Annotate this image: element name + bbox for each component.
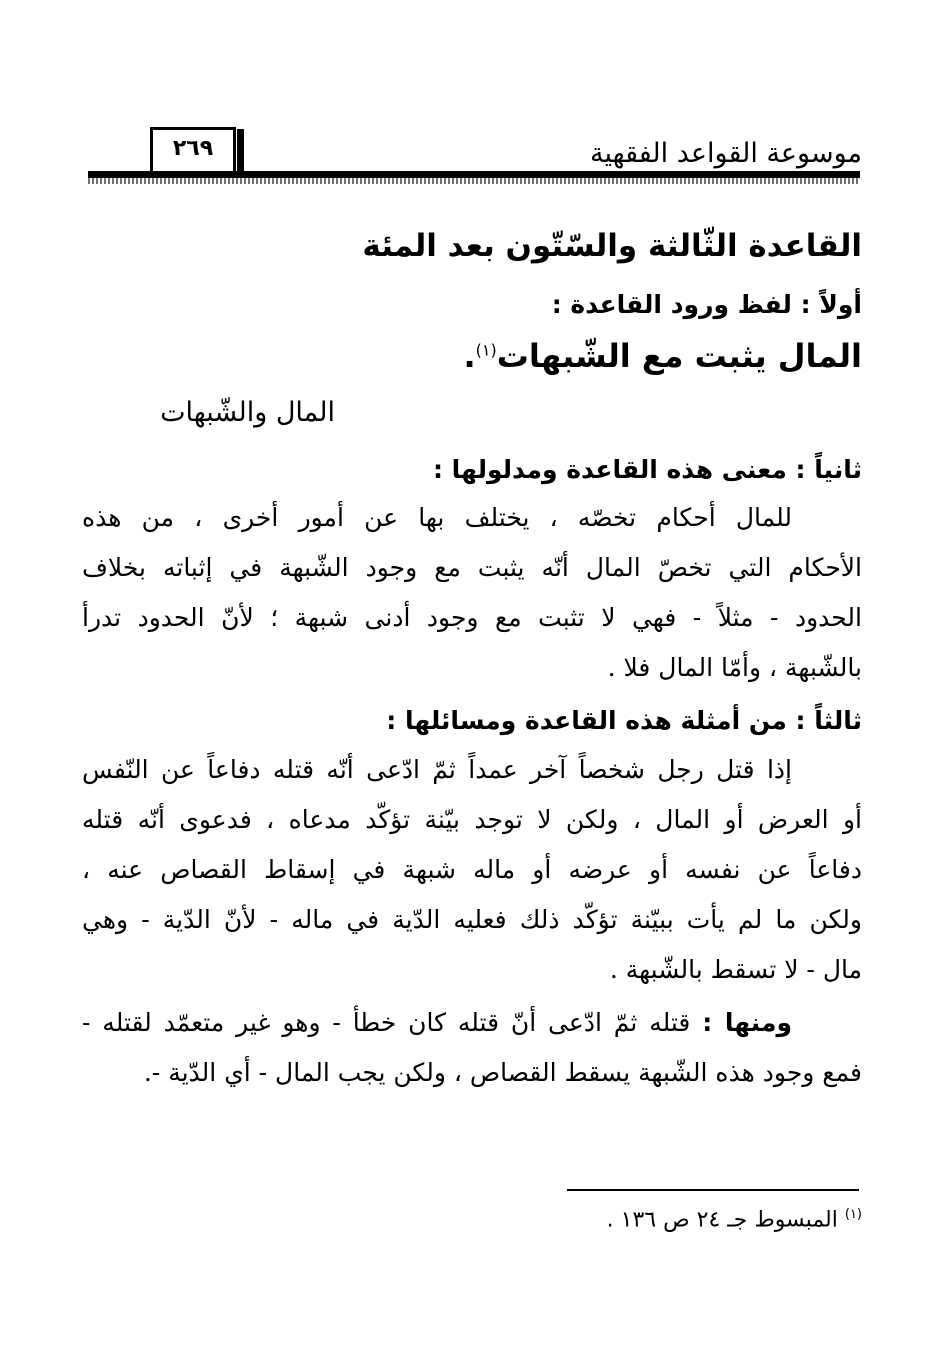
footnote	[607, 1207, 862, 1232]
paragraph-line: الحدود - مثلاً - فهي لا تثبت مع وجود أدنى شبهة ؛ لأنّ الحدود تدرأ	[82, 603, 862, 632]
footnote-marker: (١)	[844, 1207, 862, 1222]
footnote-reference[interactable]: (١)	[475, 340, 497, 360]
paragraph-line: إذا قتل رجل شخصاً آخر عمداً ثمّ ادّعى أنّه قتله دفاعاً عن النّفس	[82, 755, 792, 784]
footnote-separator	[567, 1189, 859, 1191]
paragraph-line: ولكن ما لم يأت ببيّنة تؤكّد ذلك فعليه الدّية في ماله - لأنّ الدّية - وهي	[82, 905, 862, 934]
footnote-text: المبسوط جـ ٢٤ ص ١٣٦ .	[606, 1207, 838, 1233]
page-number: ٢٦٩	[172, 136, 214, 161]
running-header-title: موسوعة القواعد الفقهية	[590, 138, 862, 169]
paragraph-line: بالشّبهة ، وأمّا المال فلا .	[607, 653, 862, 682]
rule-heading: القاعدة الثّالثة والسّتّون بعد المئة	[362, 228, 862, 264]
page-number-box-shadow	[237, 129, 244, 175]
section-2-title: ثانياً : معنى هذه القاعدة ومدلولها :	[432, 455, 862, 484]
rule-statement-end: .	[463, 337, 476, 375]
paragraph-line-example-2	[82, 1008, 862, 1037]
paragraph-line: للمال أحكام تخصّه ، يختلف بها عن أمور أخرى ، من هذه	[82, 503, 792, 532]
header-rule	[88, 171, 860, 178]
example-2-text: قتله ثمّ ادّعى أنّ قتله كان خطأ - وهو غير متعمّد لقتله -	[82, 1008, 691, 1037]
paragraph-line: الأحكام التي تخصّ المال أنّه يثبت مع وجود الشّبهة في إثباته بخلاف	[82, 553, 862, 582]
rule-short-form: المال والشّبهات	[160, 397, 335, 428]
paragraph-line: دفاعاً عن نفسه أو عرضه أو ماله شبهة في إسقاط القصاص عنه ،	[82, 855, 862, 884]
header-rule-pattern	[88, 178, 860, 184]
example-2-label: ومنها :	[702, 1008, 792, 1037]
rule-statement-text: المال يثبت مع الشّبهات	[496, 337, 862, 375]
paragraph-line: مال - لا تسقط بالشّبهة .	[609, 955, 862, 984]
section-1-title: أولاً : لفظ ورود القاعدة :	[551, 290, 862, 319]
paragraph-line: أو العرض أو المال ، ولكن لا توجد بيّنة تؤكّد مدعاه ، فدعوى أنّه قتله	[82, 805, 862, 834]
section-3-title: ثالثاً : من أمثلة هذه القاعدة ومسائلها :	[386, 706, 862, 735]
rule-statement	[464, 337, 862, 375]
paragraph-line: فمع وجود هذه الشّبهة يسقط القصاص ، ولكن يجب المال - أي الدّية -.	[143, 1058, 862, 1087]
